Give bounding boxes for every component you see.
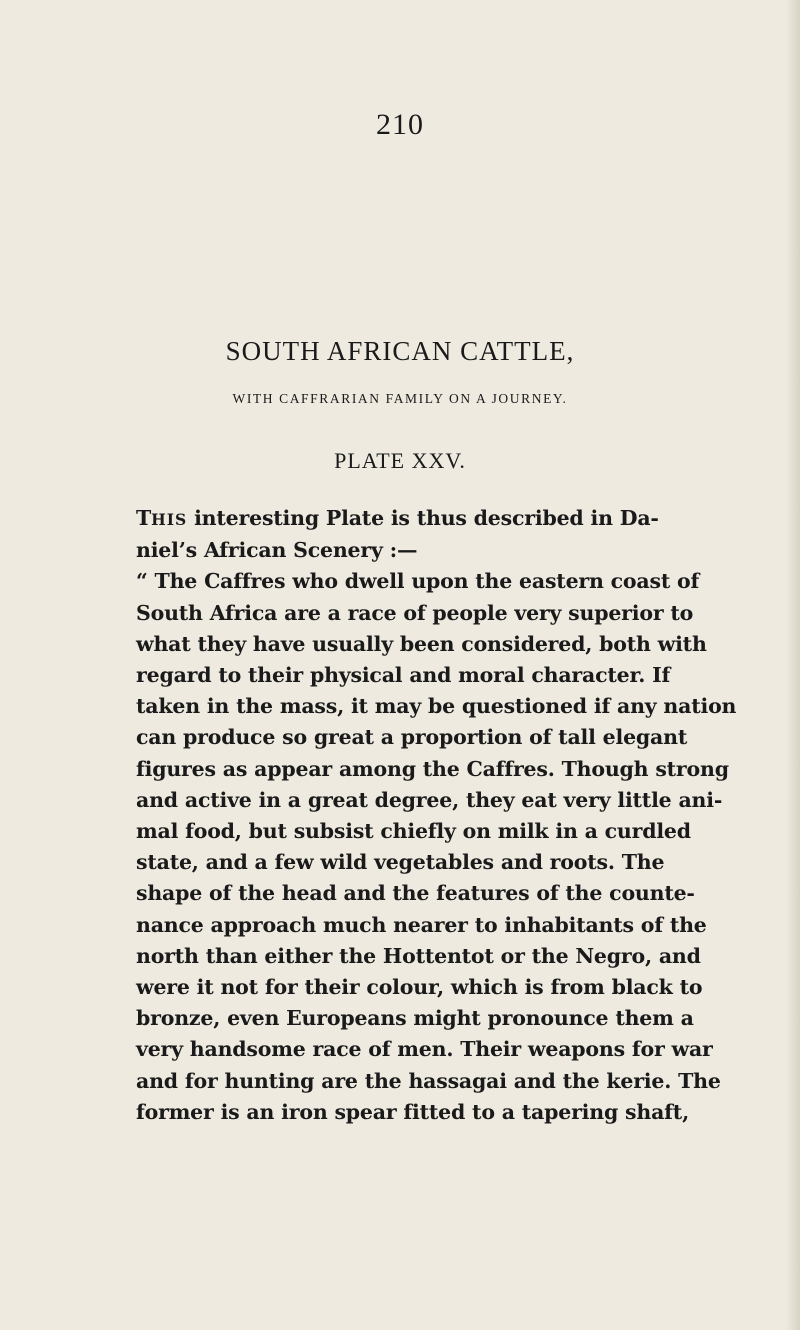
text-line: state, and a few wild vegetables and roots. The: [136, 850, 665, 875]
text-line: were it not for their colour, which is from black to: [136, 975, 703, 1000]
text-line: “ The Caffres who dwell upon the eastern coast of: [136, 569, 700, 594]
text-line: THIS interesting Plate is thus described in Da-: [136, 506, 659, 530]
body-paragraph: [136, 503, 737, 1128]
text-line: mal food, but subsist chiefly on milk in a curdled: [136, 819, 691, 844]
text-line: and active in a great degree, they eat very little ani-: [136, 787, 723, 812]
text-line: South Africa are a race of people very superior to: [136, 600, 694, 625]
plate-heading: PLATE XXV.: [334, 448, 466, 473]
text-line: nance approach much nearer to inhabitants of the: [136, 912, 707, 937]
text-line: figures as appear among the Caffres. Though strong: [136, 756, 729, 781]
text-line: shape of the head and the features of the counte-: [136, 881, 695, 906]
text-line: taken in the mass, it may be questioned if any nation: [136, 694, 737, 719]
text-line: regard to their physical and moral character. If: [136, 663, 671, 688]
text-line: north than either the Hottentot or the Negro, and: [136, 943, 701, 968]
text-line: niel’s African Scenery :—: [136, 538, 418, 563]
text-line: bronze, even Europeans might pronounce them a: [136, 1006, 694, 1031]
text-line: very handsome race of men. Their weapons for war: [136, 1037, 713, 1062]
initial-word-rest: HIS: [151, 510, 188, 529]
text-line: can produce so great a proportion of tall elegant: [136, 725, 688, 750]
text-line: and for hunting are the hassagai and the kerie. The: [136, 1068, 721, 1093]
initial-letter: T: [136, 506, 152, 530]
page-edge-shadow: [786, 0, 800, 1330]
text-line: what they have usually been considered, both with: [136, 631, 707, 656]
text-line: former is an iron spear fitted to a tapering shaft,: [136, 1099, 689, 1124]
section-subtitle: WITH CAFFRARIAN FAMILY ON A JOURNEY.: [232, 391, 568, 406]
page-number: 210: [376, 108, 424, 141]
section-title: SOUTH AFRICAN CATTLE,: [225, 336, 575, 366]
